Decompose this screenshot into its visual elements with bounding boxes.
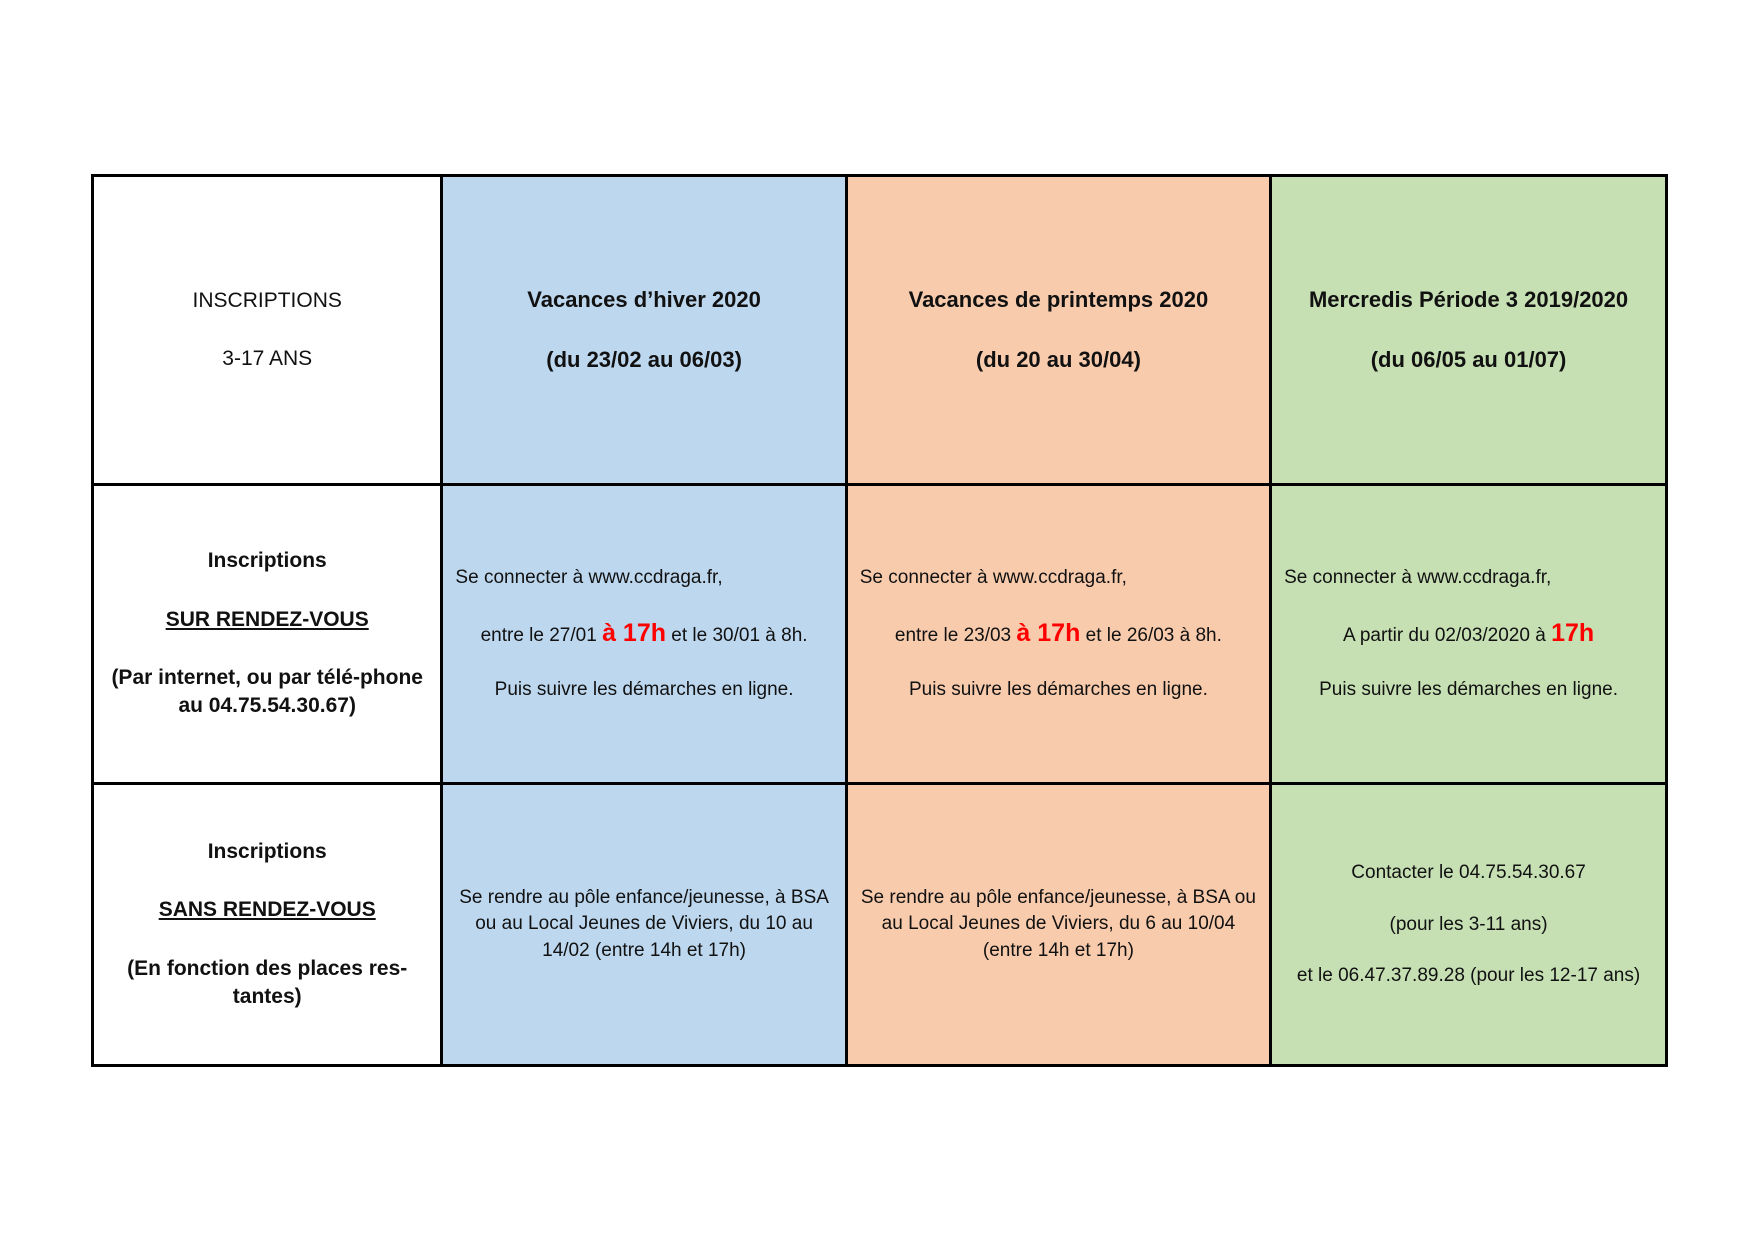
walk-in-row — [93, 784, 1667, 1066]
walk-in-wednesday-cell — [1271, 784, 1667, 1066]
appointment-label-note: (Par internet, ou par télé-phone au 04.75.54.30.67) — [111, 666, 423, 718]
wednesday-window-pre: A partir du 02/03/2020 à — [1342, 625, 1546, 647]
spring-title: Vacances de printemps 2020 — [908, 287, 1209, 313]
header-winter-cell — [442, 176, 846, 485]
walk-in-spring-cell — [846, 784, 1270, 1066]
winter-window-post: et le 30/01 à 8h. — [671, 625, 808, 647]
walk-in-winter-text: Se rendre au pôle enfance/jeunesse, à BSA ou au Local Jeunes de Viviers, du 10 au 14/02 (entre 14h et 17h) — [459, 886, 829, 961]
walk-in-spring-text: Se rendre au pôle enfance/jeunesse, à BSA ou au Local Jeunes de Viviers, du 6 au 10/04 (entre 14h et 17h) — [860, 886, 1256, 961]
appointment-label-title: Inscriptions — [207, 549, 327, 573]
wednesday-time-highlight: 17h — [1551, 619, 1595, 648]
walk-in-label-note: (En fonction des places res-tantes) — [127, 956, 408, 1008]
appointment-wednesday-cell — [1271, 485, 1667, 784]
appointment-winter-cell — [442, 485, 846, 784]
winter-title: Vacances d’hiver 2020 — [527, 287, 761, 313]
winter-dates: (du 23/02 au 06/03) — [546, 347, 742, 372]
appointment-row — [93, 485, 1667, 784]
header-wednesday-cell — [1271, 176, 1667, 485]
wednesday-follow-text: Puis suivre les démarches en ligne. — [1319, 678, 1618, 700]
header-label-line1: INSCRIPTIONS — [192, 288, 342, 312]
walk-in-label-title: Inscriptions — [207, 839, 327, 863]
spring-time-highlight: à 17h — [1016, 619, 1081, 648]
wednesday-dates: (du 06/05 au 01/07) — [1370, 347, 1567, 372]
spring-connect-text: Se connecter à www.ccdraga.fr, — [859, 567, 1127, 589]
wednesday-title: Mercredis Période 3 2019/2020 — [1308, 287, 1629, 313]
header-spring-cell — [846, 176, 1270, 485]
wednesday-contact2-text: et le 06.47.37.89.28 (pour les 12-17 ans) — [1296, 965, 1641, 987]
wednesday-contact-text: Contacter le 04.75.54.30.67 — [1351, 862, 1586, 884]
walk-in-label-cell — [93, 784, 442, 1066]
walk-in-winter-cell — [442, 784, 846, 1066]
appointment-label-cell — [93, 485, 442, 784]
winter-time-highlight: à 17h — [602, 619, 666, 648]
spring-follow-text: Puis suivre les démarches en ligne. — [908, 678, 1208, 700]
spring-dates: (du 20 au 30/04) — [975, 347, 1141, 372]
header-label-line2: 3-17 ANS — [222, 347, 313, 370]
header-row — [93, 176, 1667, 485]
winter-follow-text: Puis suivre les démarches en ligne. — [494, 678, 794, 700]
spring-window-post: et le 26/03 à 8h. — [1085, 625, 1222, 647]
registration-table — [91, 174, 1668, 1067]
spring-window-pre: entre le 23/03 — [894, 625, 1012, 647]
walk-in-label-mode: SANS RENDEZ-VOUS — [158, 898, 376, 922]
winter-connect-text: Se connecter à www.ccdraga.fr, — [455, 567, 723, 589]
wednesday-connect-text: Se connecter à www.ccdraga.fr, — [1284, 567, 1552, 589]
wednesday-window-text — [1282, 617, 1655, 651]
spring-window-text — [858, 617, 1259, 651]
appointment-spring-cell — [846, 485, 1270, 784]
appointment-label-mode: SUR RENDEZ-VOUS — [165, 607, 369, 631]
header-label-cell — [93, 176, 442, 485]
winter-window-pre: entre le 27/01 — [480, 625, 597, 647]
winter-window-text — [453, 617, 834, 651]
wednesday-age-text: (pour les 3-11 ans) — [1389, 913, 1548, 935]
